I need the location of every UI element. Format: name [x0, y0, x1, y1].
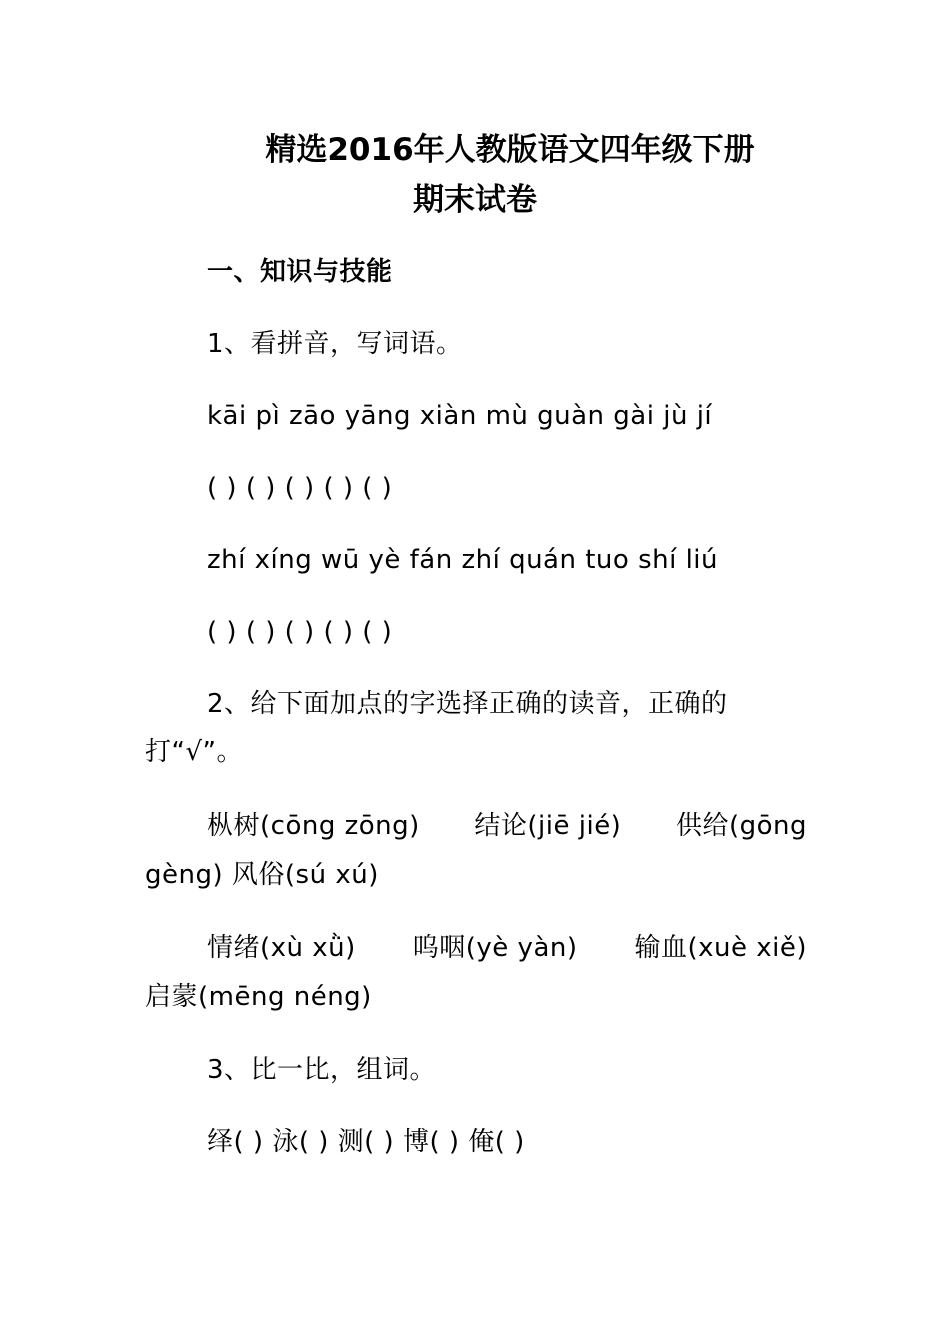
question-2-item: 情绪(xù xǜ)	[207, 933, 356, 963]
question-1-pinyin-row1: kāi pì zāo yāng xiàn mù guàn gài jù jí	[207, 401, 713, 431]
question-2-item: 输血(xuè xiě)	[634, 933, 807, 963]
question-1-pinyin-row2: zhí xíng wū yè fán zhí quán tuo shí liú	[207, 545, 719, 575]
question-2-row1-continued: gèng) 风俗(sú xú)	[145, 860, 379, 890]
question-2-item: 供给(gōng	[675, 811, 807, 841]
question-1-blanks-row1: ( ) ( ) ( ) ( ) ( )	[207, 473, 393, 503]
question-3-prompt: 3、比一比，组词。	[207, 1055, 437, 1085]
question-1-prompt: 1、看拼音，写词语。	[207, 329, 463, 359]
question-2-row1	[207, 808, 807, 844]
document-title-line2: 期末试卷	[413, 182, 537, 218]
section-heading: 一、知识与技能	[207, 257, 393, 287]
question-2-row2-continued: 启蒙(mēng néng)	[145, 982, 372, 1012]
question-2-item: 结论(jiē jié)	[474, 811, 622, 841]
question-2-item: 呜咽(yè yàn)	[412, 933, 578, 963]
question-2-prompt-line2: 打“√”。	[145, 737, 244, 767]
document-title-line1: 精选2016年人教版语文四年级下册	[265, 132, 755, 168]
question-3-row1: 绎( ) 泳( ) 测( ) 博( ) 俺( )	[207, 1127, 525, 1157]
question-2-prompt-line1: 2、给下面加点的字选择正确的读音，正确的	[207, 689, 728, 719]
question-2-item: 枞树(cōng zōng)	[207, 811, 420, 841]
question-1-blanks-row2: ( ) ( ) ( ) ( ) ( )	[207, 617, 393, 647]
question-2-row2	[207, 930, 807, 966]
